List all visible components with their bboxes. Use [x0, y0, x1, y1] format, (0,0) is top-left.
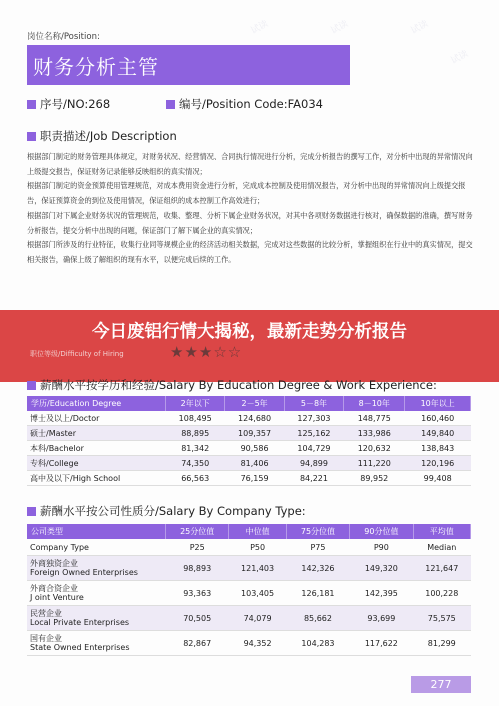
company-type-cell: 民营企业 Local Private Enterprises	[27, 606, 166, 631]
salary-cell: 94,352	[229, 631, 286, 656]
salary-cell: 93,363	[166, 581, 229, 606]
page-number: 277	[411, 676, 471, 693]
salary-cell: P50	[229, 539, 286, 556]
bullet-square-icon	[27, 100, 36, 109]
banner-title: 今日废铝行情大揭秘，最新走势分析报告	[92, 322, 407, 342]
salary-cell: 103,405	[229, 581, 286, 606]
position-title: 财务分析主管	[33, 55, 159, 79]
table-row	[27, 631, 471, 656]
company-type-cell: Company Type	[27, 539, 166, 556]
table-row: 硕士/Master 88,895 109,357 125,162 133,986 149,840	[27, 426, 471, 441]
table-row: 本科/Bachelor 81,342 90,586 104,729 120,632 138,843	[27, 441, 471, 456]
salary-cell: 117,622	[350, 631, 413, 656]
salary-cell: 121,403	[229, 556, 286, 581]
table-header: 2－5年	[225, 396, 284, 411]
table-header: 学历/Education Degree	[27, 396, 166, 411]
table-header: 8－10年	[344, 396, 405, 411]
bullet-square-icon	[27, 381, 36, 390]
salary-cell: P90	[350, 539, 413, 556]
job-paragraph: 根据部门对下属企业财务状况的管理规范，收集、整理、分析下属企业财务状况，对其中各项财务数据进行核对，确保数据的准确，撰写财务分析报告，提交分析中出现的问题，保证部门了解下属企业的真实情况；	[27, 210, 473, 235]
bullet-square-icon	[27, 507, 36, 516]
table-row	[27, 539, 471, 556]
salary-cell: 142,326	[286, 556, 349, 581]
company-salary-table	[27, 524, 471, 656]
table-header: 公司类型	[27, 524, 166, 539]
serial-number: 序号/NO:268	[27, 96, 110, 112]
table-header: 5－8年	[284, 396, 343, 411]
company-type-cell: 外商独资企业 Foreign Owned Enterprises	[27, 556, 166, 581]
salary-cell: 93,699	[350, 606, 413, 631]
salary-cell: 121,647	[413, 556, 470, 581]
job-description	[27, 150, 475, 268]
table-row	[27, 581, 471, 606]
salary-cell: 82,867	[166, 631, 229, 656]
hiring-difficulty-label: 职位等级/Difficulty of Hiring	[30, 350, 124, 358]
watermark: 试读	[249, 19, 271, 37]
table-header: 中位值	[229, 524, 286, 539]
table-header: 25分位值	[166, 524, 229, 539]
watermark: 试读	[329, 19, 351, 37]
table-header: 10年以上	[405, 396, 471, 411]
job-paragraph: 根据部门制定的财务管理具体规定，对财务状况、经营情况、合同执行情况进行分析，完成分析报告的撰写工作，对分析中出现的异常情况向上级提交报告，保证财务记录能够反映组织的真实情况；	[27, 152, 473, 176]
salary-cell: 75,575	[413, 606, 470, 631]
star-rating: ★★★☆☆	[170, 343, 243, 361]
salary-cell: 100,228	[413, 581, 470, 606]
headline-banner	[0, 310, 499, 382]
salary-cell: Median	[413, 539, 470, 556]
salary-cell: P75	[286, 539, 349, 556]
table-row: 高中及以下/High School 66,563 76,159 84,221 89,952 99,408	[27, 471, 471, 486]
position-label: 岗位名称/Position:	[27, 32, 100, 42]
salary-cell: 98,893	[166, 556, 229, 581]
salary-cell: 142,395	[350, 581, 413, 606]
table-header: 2年以下	[166, 396, 225, 411]
table-row	[27, 606, 471, 631]
salary-cell: 81,299	[413, 631, 470, 656]
salary-cell: 70,505	[166, 606, 229, 631]
table-header: 75分位值	[286, 524, 349, 539]
salary-cell: P25	[166, 539, 229, 556]
watermark: 试读	[449, 49, 471, 67]
table-row	[27, 556, 471, 581]
table-header: 平均值	[413, 524, 470, 539]
bullet-square-icon	[27, 132, 36, 141]
salary-cell: 149,320	[350, 556, 413, 581]
education-salary-table	[27, 396, 471, 486]
education-salary-heading: 薪酬水平按学历和经验/Salary By Education Degree & Work Experience:	[27, 377, 437, 393]
bullet-square-icon	[166, 100, 175, 109]
salary-cell: 126,181	[286, 581, 349, 606]
table-row: 专科/College 74,350 81,406 94,899 111,220 120,196	[27, 456, 471, 471]
table-row: 博士及以上/Doctor 108,495 124,680 127,303 148,775 160,460	[27, 411, 471, 426]
company-type-cell: 国有企业 State Owned Enterprises	[27, 631, 166, 656]
salary-cell: 104,283	[286, 631, 349, 656]
position-code: 编号/Position Code:FA034	[166, 96, 323, 112]
watermark: 试读	[409, 19, 431, 37]
company-salary-heading: 薪酬水平按公司性质分/Salary By Company Type:	[27, 503, 306, 519]
table-header: 90分位值	[350, 524, 413, 539]
company-type-cell: 外商合资企业 J oint Venture	[27, 581, 166, 606]
job-description-heading: 职责描述/Job Description	[27, 128, 177, 144]
salary-cell: 85,662	[286, 606, 349, 631]
salary-cell: 74,079	[229, 606, 286, 631]
job-paragraph: 根据部门制定的资金预算使用管理规范，对成本费用资金进行分析，完成成本控制及使用情况报告，对分析中出现的异常情况向上级提交报告，保证预算资金的到位及使用情况，保证组织的成本控制工作高效进行；	[27, 181, 466, 206]
title-bar	[27, 45, 350, 85]
job-paragraph: 根据部门所涉及的行业特征，收集行业同等规模企业的经济活动相关数据，完成对这些数据的比较分析，掌握组织在行业中的真实情况，提交相关报告，确保上级了解组织的现有水平，以便完成后续的工作。	[27, 240, 473, 264]
